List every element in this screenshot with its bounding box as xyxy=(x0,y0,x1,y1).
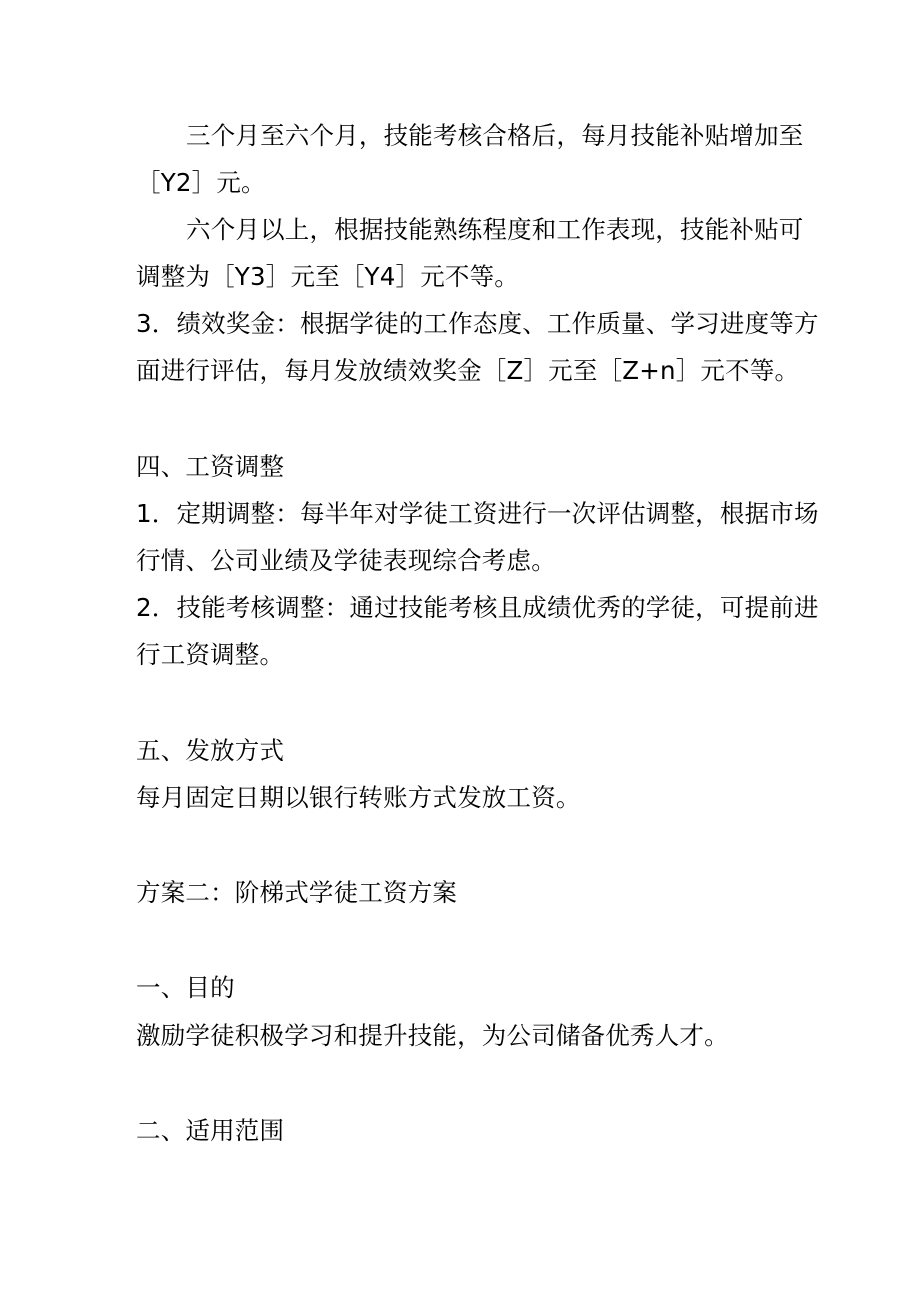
paragraph-payment-method: 每月固定日期以银行转账方式发放工资。 xyxy=(136,783,581,812)
paragraph-skill-subsidy-over-6-months-cont: 调整为［Y3］元至［Y4］元不等。 xyxy=(136,262,520,291)
list-item-skill-assessment-adjustment: 2．技能考核调整：通过技能考核且成绩优秀的学徒，可提前进 xyxy=(136,593,819,622)
list-item-regular-adjustment-cont: 行情、公司业绩及学徒表现综合考虑。 xyxy=(136,546,556,575)
list-item-regular-adjustment: 1．定期调整：每半年对学徒工资进行一次评估调整，根据市场 xyxy=(136,499,819,528)
paragraph-skill-subsidy-3-6-months-cont: ［Y2］元。 xyxy=(136,168,266,197)
list-item-performance-bonus-cont: 面进行评估，每月发放绩效奖金［Z］元至［Z+n］元不等。 xyxy=(136,356,800,385)
paragraph-purpose: 激励学徒积极学习和提升技能，为公司储备优秀人才。 xyxy=(136,1021,729,1050)
paragraph-skill-subsidy-3-6-months: 三个月至六个月，技能考核合格后，每月技能补贴增加至 xyxy=(186,121,804,150)
list-item-performance-bonus: 3．绩效奖金：根据学徒的工作态度、工作质量、学习进度等方 xyxy=(136,309,819,338)
section-heading-scope: 二、适用范围 xyxy=(136,1116,285,1145)
plan-two-title: 方案二：阶梯式学徒工资方案 xyxy=(136,878,458,907)
paragraph-skill-subsidy-over-6-months: 六个月以上，根据技能熟练程度和工作表现，技能补贴可 xyxy=(186,215,804,244)
section-heading-payment-method: 五、发放方式 xyxy=(136,736,285,765)
section-heading-purpose: 一、目的 xyxy=(136,973,235,1002)
section-heading-salary-adjustment: 四、工资调整 xyxy=(136,452,285,481)
list-item-skill-assessment-adjustment-cont: 行工资调整。 xyxy=(136,640,285,669)
